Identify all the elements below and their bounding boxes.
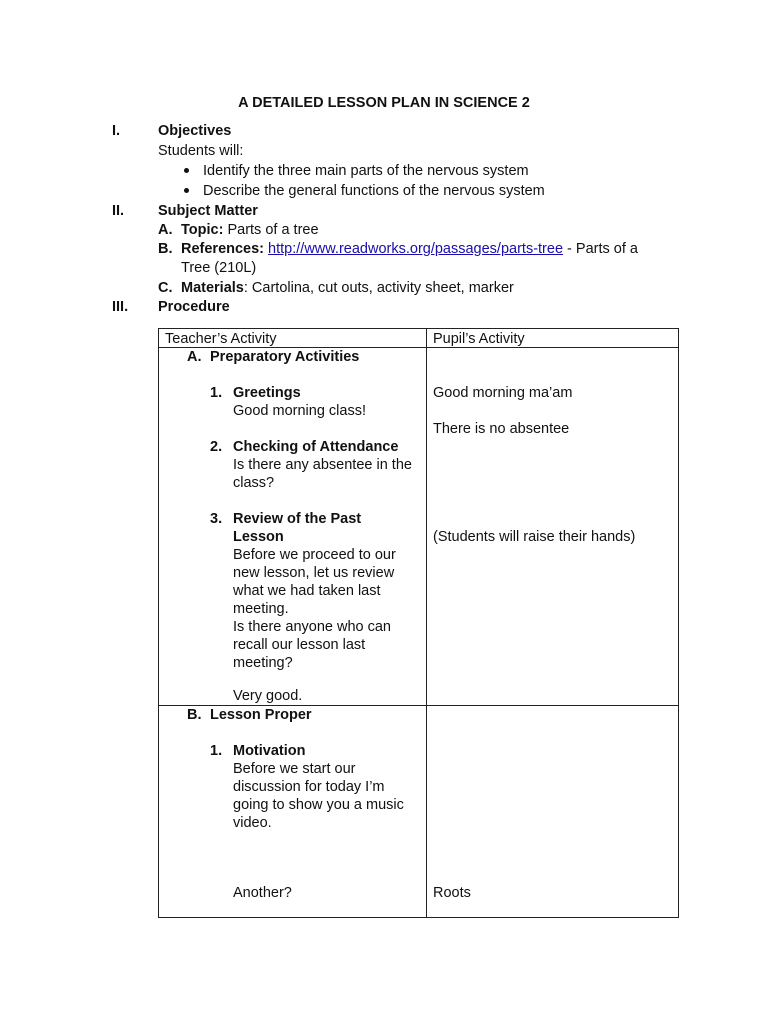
attendance-text: Is there any absentee in the: [233, 457, 412, 473]
review-feedback: Very good.: [233, 688, 303, 704]
materials-line: [181, 279, 514, 297]
topic-line: [181, 221, 319, 239]
item-number: 3.: [210, 511, 223, 527]
subject-matter-heading: Subject Matter: [158, 203, 258, 219]
pupil-cell-lesson-proper: [427, 706, 679, 918]
teacher-header-cell: [159, 329, 427, 348]
topic-letter: A.: [158, 222, 173, 238]
greetings-text: Good morning class!: [233, 403, 366, 419]
pupil-response: Roots: [433, 885, 471, 901]
item-number: 1.: [210, 743, 223, 759]
part-a-letter: A.: [187, 349, 202, 365]
part-b-heading: Lesson Proper: [210, 707, 312, 723]
materials-value: : Cartolina, cut outs, activity sheet, marker: [243, 280, 514, 296]
teacher-header: Teacher’s Activity: [165, 331, 277, 347]
section-numeral-subject-matter: II.: [112, 203, 125, 219]
review-text: Before we proceed to our: [233, 547, 396, 563]
motivation-prompt: Another?: [233, 885, 292, 901]
pupil-header: Pupil’s Activity: [433, 331, 525, 347]
procedure-heading: Procedure: [158, 299, 230, 315]
motivation-text: Before we start our: [233, 761, 356, 777]
item-number: 1.: [210, 385, 223, 401]
review-text: Is there anyone who can: [233, 619, 391, 635]
review-title: Lesson: [233, 529, 284, 545]
topic-value: Parts of a tree: [227, 222, 319, 238]
procedure-table: [158, 328, 679, 918]
objective-item: Identify the three main parts of the nervous system: [203, 163, 529, 179]
references-link[interactable]: http://www.readworks.org/passages/parts-tree: [268, 241, 564, 257]
part-b-letter: B.: [187, 707, 202, 723]
pupil-response: (Students will raise their hands): [433, 529, 636, 545]
table-row-lesson-proper: [159, 706, 679, 918]
attendance-title: Checking of Attendance: [233, 439, 399, 455]
bullet-icon: [184, 188, 189, 193]
references-label: References:: [181, 241, 265, 257]
objective-item: Describe the general functions of the nervous system: [203, 183, 545, 199]
motivation-title: Motivation: [233, 743, 306, 759]
objectives-heading: Objectives: [158, 123, 232, 139]
motivation-text: video.: [233, 815, 272, 831]
review-text: meeting.: [233, 601, 289, 617]
review-text: meeting?: [233, 655, 293, 671]
bullet-icon: [184, 168, 189, 173]
attendance-text: class?: [233, 475, 275, 491]
objectives-intro: Students will:: [158, 143, 244, 159]
pupil-cell-preparatory: [427, 348, 679, 706]
pupil-header-cell: [427, 329, 679, 348]
review-title: Review of the Past: [233, 511, 362, 527]
section-numeral-objectives: I.: [112, 123, 121, 139]
pupil-response: There is no absentee: [433, 421, 570, 437]
review-text: recall our lesson last: [233, 637, 366, 653]
review-text: new lesson, let us review: [233, 565, 395, 581]
references-line: [181, 240, 638, 258]
materials-letter: C.: [158, 280, 173, 296]
teacher-cell-lesson-proper: [159, 706, 427, 918]
greetings-title: Greetings: [233, 385, 301, 401]
references-suffix: - Parts of a: [563, 241, 638, 257]
item-number: 2.: [210, 439, 223, 455]
motivation-text: discussion for today I’m: [233, 779, 385, 795]
references-letter: B.: [158, 241, 173, 257]
section-numeral-procedure: III.: [112, 299, 129, 315]
materials-label: Materials: [181, 280, 244, 296]
part-a-heading: Preparatory Activities: [210, 349, 360, 365]
review-text: what we had taken last: [233, 583, 381, 599]
teacher-cell-preparatory: [159, 348, 427, 706]
table-row-preparatory: [159, 348, 679, 706]
table-header-row: [159, 329, 679, 348]
pupil-response: Good morning ma’am: [433, 385, 573, 401]
page-title: A DETAILED LESSON PLAN IN SCIENCE 2: [238, 95, 530, 111]
references-line-2: Tree (210L): [181, 260, 257, 276]
motivation-text: going to show you a music: [233, 797, 404, 813]
topic-label: Topic:: [181, 222, 224, 238]
